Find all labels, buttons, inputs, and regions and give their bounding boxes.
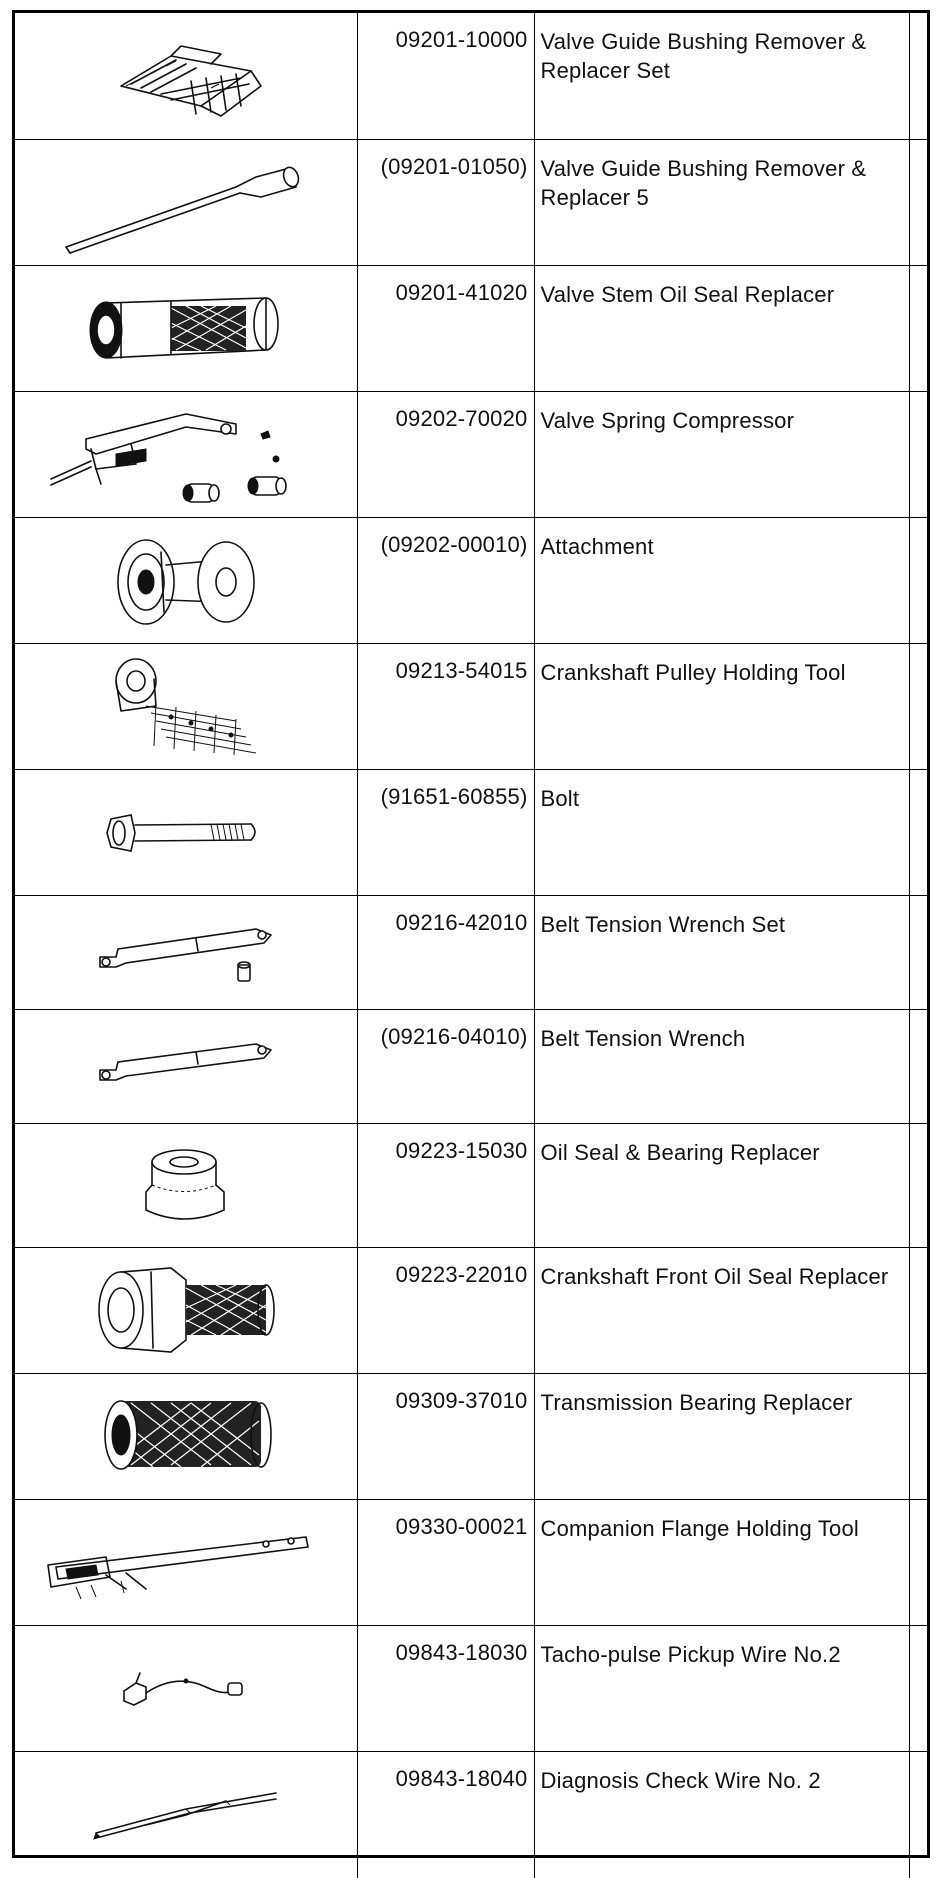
table-row	[15, 895, 927, 1009]
part-number: 09843-18030	[357, 1625, 534, 1751]
spring-compressor-icon	[36, 399, 336, 509]
illustration-cell	[15, 769, 357, 895]
tool-name: Valve Guide Bushing Remover & Replacer 5	[534, 139, 909, 265]
illustration-cell	[15, 13, 357, 139]
tool-name: Transmission Bearing Replacer	[534, 1373, 909, 1499]
part-number: (91651-60855)	[357, 769, 534, 895]
illustration-cell	[15, 1247, 357, 1373]
part-number: 09309-37010	[357, 1373, 534, 1499]
attachment-icon	[106, 530, 266, 630]
blank-column	[909, 391, 927, 517]
part-number: (09202-00010)	[357, 517, 534, 643]
tool-name: Oil Seal & Bearing Replacer	[534, 1123, 909, 1247]
bushing-remover-rod-icon	[56, 147, 316, 257]
table-row	[15, 265, 927, 391]
oil-seal-replacer-icon	[76, 288, 296, 368]
table-row	[15, 1751, 927, 1878]
blank-column	[909, 895, 927, 1009]
blank-column	[909, 1751, 927, 1878]
tool-name: Companion Flange Holding Tool	[534, 1499, 909, 1625]
illustration-cell	[15, 895, 357, 1009]
pulley-holding-tool-icon	[96, 651, 276, 761]
part-number: 09223-15030	[357, 1123, 534, 1247]
tool-name: Crankshaft Pulley Holding Tool	[534, 643, 909, 769]
table-row	[15, 391, 927, 517]
part-number: (09216-04010)	[357, 1009, 534, 1123]
part-number: (09201-01050)	[357, 139, 534, 265]
table-row	[15, 1625, 927, 1751]
blank-column	[909, 769, 927, 895]
blank-column	[909, 643, 927, 769]
tool-name: Bolt	[534, 769, 909, 895]
tool-name: Tacho-pulse Pickup Wire No.2	[534, 1625, 909, 1751]
tool-name: Attachment	[534, 517, 909, 643]
special-service-tools-table	[12, 10, 930, 1858]
part-number: 09330-00021	[357, 1499, 534, 1625]
table-row	[15, 1499, 927, 1625]
blank-column	[909, 1009, 927, 1123]
part-number: 09843-18040	[357, 1751, 534, 1878]
blank-column	[909, 13, 927, 139]
table-row	[15, 1247, 927, 1373]
illustration-cell	[15, 643, 357, 769]
illustration-cell	[15, 391, 357, 517]
tool-name: Valve Stem Oil Seal Replacer	[534, 265, 909, 391]
transmission-replacer-icon	[91, 1391, 281, 1481]
table-row	[15, 1009, 927, 1123]
blank-column	[909, 1625, 927, 1751]
belt-wrench-set-icon	[86, 917, 286, 987]
part-number: 09201-41020	[357, 265, 534, 391]
illustration-cell	[15, 1499, 357, 1625]
table-row	[15, 643, 927, 769]
check-wire-icon	[86, 1785, 286, 1845]
illustration-cell	[15, 1373, 357, 1499]
flange-holding-tool-icon	[36, 1517, 336, 1607]
table-row	[15, 139, 927, 265]
tool-name: Diagnosis Check Wire No. 2	[534, 1751, 909, 1878]
tool-name: Valve Spring Compressor	[534, 391, 909, 517]
tool-name: Crankshaft Front Oil Seal Replacer	[534, 1247, 909, 1373]
part-number: 09202-70020	[357, 391, 534, 517]
blank-column	[909, 1373, 927, 1499]
valve-guide-set-icon	[101, 26, 271, 126]
blank-column	[909, 1123, 927, 1247]
bolt-icon	[101, 807, 271, 857]
blank-column	[909, 265, 927, 391]
tool-name: Belt Tension Wrench Set	[534, 895, 909, 1009]
blank-column	[909, 1247, 927, 1373]
illustration-cell	[15, 1123, 357, 1247]
front-seal-replacer-icon	[91, 1260, 281, 1360]
illustration-cell	[15, 517, 357, 643]
blank-column	[909, 1499, 927, 1625]
table-row	[15, 769, 927, 895]
part-number: 09216-42010	[357, 895, 534, 1009]
tool-name: Belt Tension Wrench	[534, 1009, 909, 1123]
part-number: 09201-10000	[357, 13, 534, 139]
part-number: 09223-22010	[357, 1247, 534, 1373]
illustration-cell	[15, 265, 357, 391]
tool-name: Valve Guide Bushing Remover & Replacer Set	[534, 13, 909, 139]
bearing-replacer-icon	[136, 1140, 236, 1230]
blank-column	[909, 139, 927, 265]
part-number: 09213-54015	[357, 643, 534, 769]
table-row	[15, 1373, 927, 1499]
belt-wrench-icon	[86, 1036, 286, 1096]
illustration-cell	[15, 139, 357, 265]
table-row	[15, 517, 927, 643]
pickup-wire-icon	[116, 1663, 256, 1713]
illustration-cell	[15, 1751, 357, 1878]
table-row	[15, 1123, 927, 1247]
illustration-cell	[15, 1009, 357, 1123]
table-row	[15, 13, 927, 139]
blank-column	[909, 517, 927, 643]
illustration-cell	[15, 1625, 357, 1751]
